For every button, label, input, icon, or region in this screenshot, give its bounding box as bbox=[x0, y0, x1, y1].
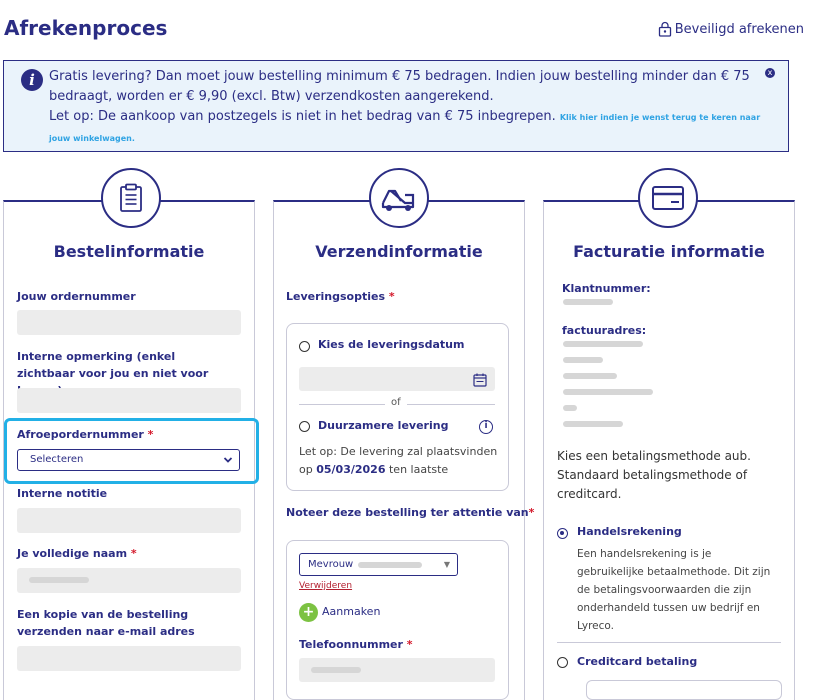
back-to-cart-link[interactable]: Klik hier indien je wenst terug te keren naar jouw winkelwagen. bbox=[49, 113, 761, 143]
redacted-value bbox=[563, 357, 603, 363]
redacted-value bbox=[563, 341, 643, 347]
card-payment-panel bbox=[586, 680, 782, 700]
phone-input[interactable] bbox=[299, 658, 495, 682]
order-number-label: Jouw ordernummer bbox=[17, 290, 136, 303]
call-off-select-value: Selecteren bbox=[30, 454, 84, 465]
customer-number-label: Klantnummer: bbox=[562, 282, 651, 295]
delivery-note-suffix: ten laatste bbox=[388, 463, 449, 476]
calendar-icon[interactable] bbox=[473, 372, 487, 391]
full-name-label-text: Je volledige naam bbox=[17, 547, 128, 560]
banner-line1: Gratis levering? Dan moet jouw bestelling minimum € 75 bedragen. Indien jouw bestelling minder dan € 75 bedraagt, worden er € 9,90 (excl. Btw) verzendkosten aangerekend. bbox=[49, 69, 750, 104]
redacted-value bbox=[563, 373, 617, 379]
payment-divider bbox=[557, 642, 781, 643]
remove-link[interactable]: Verwijderen bbox=[299, 581, 353, 591]
redacted-value bbox=[358, 562, 422, 568]
secure-checkout bbox=[658, 21, 804, 37]
or-label: of bbox=[385, 397, 407, 408]
internal-remark-label: Interne opmerking (enkel zichtbaar voor jou en niet voor bbox=[17, 350, 209, 380]
payment-prompt: Kies een betalingsmethode aub. Standaard betalingsmethode of creditcard. bbox=[557, 449, 751, 501]
info-banner bbox=[3, 60, 789, 152]
internal-note-label: Interne notitie bbox=[17, 487, 108, 500]
secure-label: Beveiligd afrekenen bbox=[674, 21, 804, 37]
internal-note-input[interactable] bbox=[17, 508, 241, 533]
add-icon[interactable]: + bbox=[299, 603, 318, 622]
call-off-label bbox=[17, 426, 153, 443]
phone-label bbox=[299, 636, 413, 653]
close-icon[interactable]: x bbox=[765, 68, 775, 78]
page-title: Afrekenproces bbox=[4, 16, 168, 40]
account-payment-label: Handelsrekening bbox=[577, 525, 682, 538]
attention-label-text: Noteer deze bestelling ter attentie van bbox=[286, 506, 529, 519]
clipboard-icon bbox=[101, 168, 161, 228]
caret-down-icon: ▼ bbox=[443, 560, 450, 569]
banner-line2: Let op: De aankoop van postzegels is niet in het bedrag van € 75 inbegrepen. bbox=[49, 109, 556, 124]
required-marker: * bbox=[388, 290, 395, 303]
call-off-label-text: Afroepordernummer bbox=[17, 428, 144, 441]
required-marker: * bbox=[406, 638, 413, 651]
shipping-info-title: Verzendinformatie bbox=[315, 242, 483, 261]
redacted-value bbox=[311, 667, 361, 673]
account-payment-description: Een handelsrekening is je gebruikelijke betaalmethode. Dit zijn de betalingsvoorwaarden die zijn onderhandeld tussen uw bedrijf en Lyreco. bbox=[577, 548, 771, 632]
redacted-value bbox=[29, 577, 89, 583]
required-marker: * bbox=[528, 506, 535, 519]
credit-card-icon bbox=[638, 168, 698, 228]
attention-select[interactable] bbox=[299, 553, 458, 576]
card-payment-label: Creditcard betaling bbox=[577, 655, 698, 668]
choose-date-label: Kies de leveringsdatum bbox=[318, 338, 465, 351]
copy-email-label: Een kopie van de bestelling verzenden naar e-mail adres bbox=[17, 608, 195, 638]
delivery-date-input[interactable] bbox=[299, 367, 495, 391]
attention-select-value: Mevrouw bbox=[308, 559, 354, 570]
attention-label bbox=[286, 504, 534, 521]
call-off-select[interactable] bbox=[17, 449, 240, 471]
delivery-options-label-text: Leveringsopties bbox=[286, 290, 386, 303]
required-marker: * bbox=[130, 547, 137, 560]
sustainable-delivery-radio[interactable] bbox=[299, 421, 310, 432]
redacted-value bbox=[563, 421, 623, 427]
card-payment-radio[interactable] bbox=[557, 657, 568, 668]
copy-email-input[interactable] bbox=[17, 646, 241, 671]
add-contact-label[interactable]: Aanmaken bbox=[322, 605, 381, 618]
billing-address-label: factuuradres: bbox=[562, 324, 647, 337]
chevron-down-icon bbox=[223, 450, 233, 477]
lock-icon bbox=[658, 21, 672, 37]
internal-remark-input[interactable] bbox=[17, 388, 241, 413]
full-name-input[interactable] bbox=[17, 568, 241, 593]
redacted-value bbox=[563, 299, 613, 305]
account-payment-radio[interactable] bbox=[557, 528, 568, 539]
banner-text bbox=[49, 67, 769, 149]
delivery-note bbox=[299, 443, 499, 479]
full-name-label bbox=[17, 545, 137, 562]
choose-date-radio[interactable] bbox=[299, 341, 310, 352]
delivery-truck-icon bbox=[369, 168, 429, 228]
phone-label-text: Telefoonnummer bbox=[299, 638, 403, 651]
redacted-value bbox=[563, 405, 577, 411]
delivery-options-label bbox=[286, 288, 395, 305]
redacted-value bbox=[563, 389, 653, 395]
info-icon: i bbox=[21, 69, 43, 91]
required-marker: * bbox=[147, 428, 154, 441]
sustainable-delivery-label: Duurzamere levering bbox=[318, 419, 449, 432]
order-info-title: Bestelinformatie bbox=[53, 242, 205, 261]
help-icon[interactable]: i bbox=[479, 420, 493, 434]
delivery-note-prefix: Let op: De levering zal plaatsvinden op bbox=[299, 445, 498, 476]
billing-info-title: Facturatie informatie bbox=[573, 242, 765, 261]
order-number-input[interactable] bbox=[17, 310, 241, 335]
delivery-note-date: 05/03/2026 bbox=[316, 463, 386, 476]
